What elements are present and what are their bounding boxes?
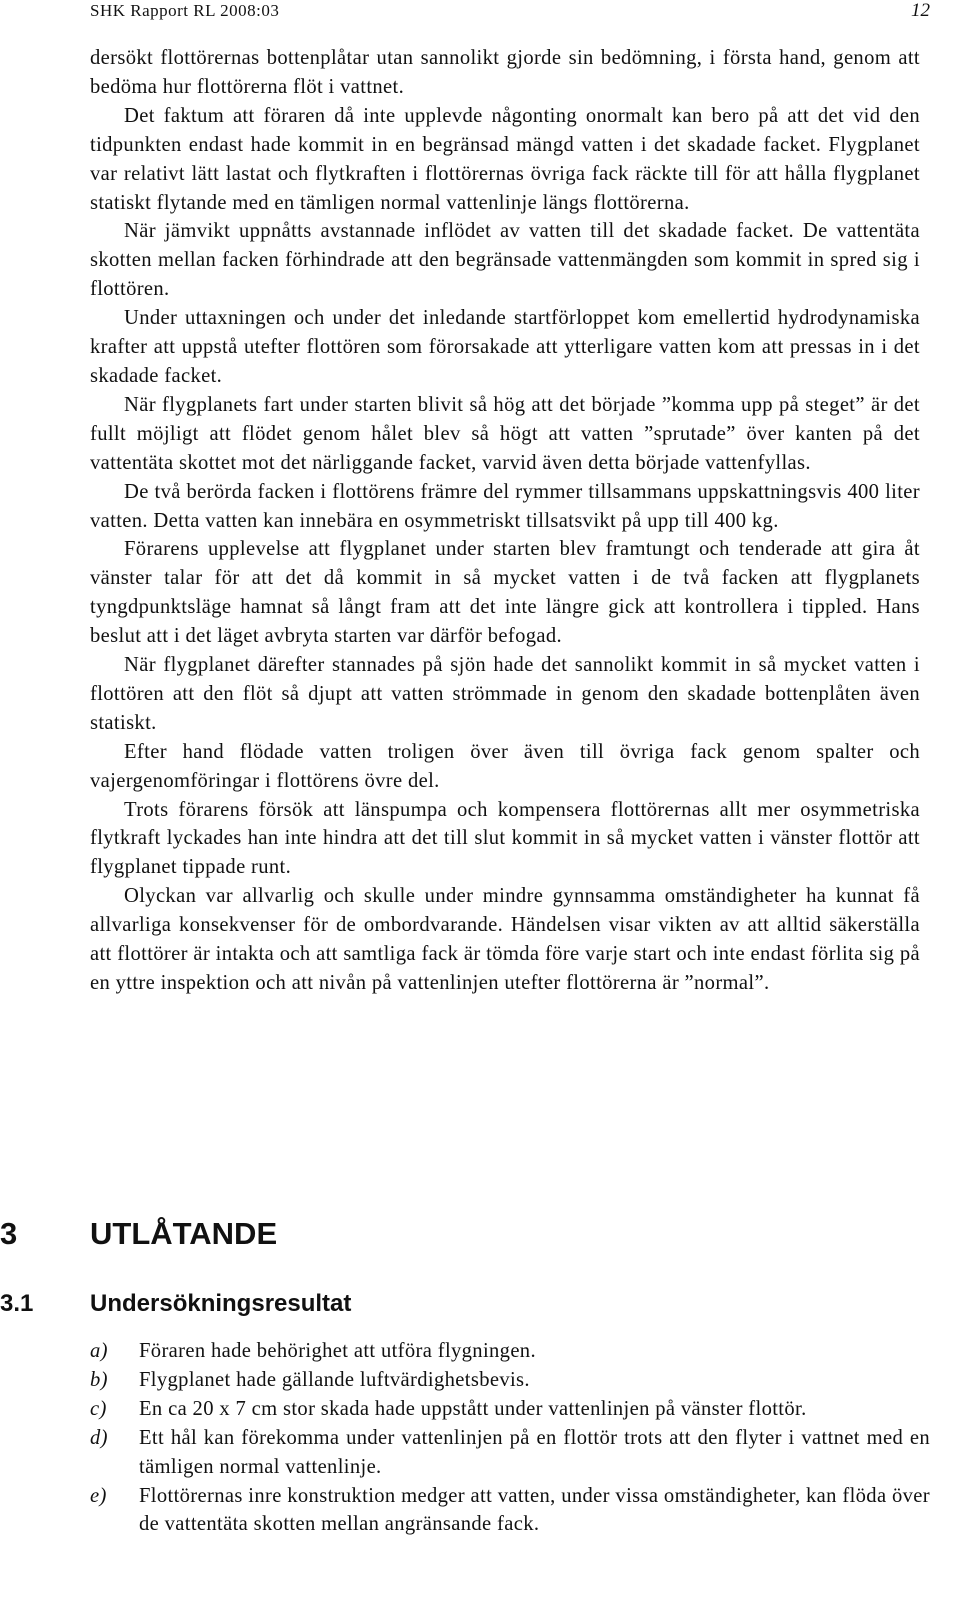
list-item-text: En ca 20 x 7 cm stor skada hade uppstått under vattenlinjen på vänster flottör. bbox=[139, 1397, 807, 1420]
findings-list bbox=[90, 1337, 930, 1539]
paragraph: Förarens upplevelse att flygplanet under starten blev framtungt och tenderade att gira åt vänster talar för att det då kommit in så mycket vatten i de två facken att flygplanets tyngdpunktsläge hamnat så långt fram att det inte längre gick att kontrollera i tippled. Hans beslut att i det läget avbryta starten var därför befogad. bbox=[90, 538, 920, 648]
page-number: 12 bbox=[911, 0, 930, 21]
subsection-number: 3.1 bbox=[0, 1290, 34, 1317]
list-marker: e) bbox=[90, 1484, 107, 1507]
list-item-text: Flottörernas inre konstruktion medger att vatten, under vissa omständigheter, kan flöda över de vattentäta skotten mellan angränsande fack. bbox=[139, 1484, 930, 1536]
paragraph: dersökt flottörernas bottenplåtar utan sannolikt gjorde sin bedömning, i första hand, genom att bedöma hur flottörerna flöt i vattnet. bbox=[90, 47, 920, 98]
paragraph: Under uttaxningen och under det inledande startförloppet kom emellertid hydrodynamiska krafter att uppstå utefter flottören som förorsakade att ytterligare vatten kom att pressas in i det skadade facket. bbox=[90, 307, 920, 387]
body-text bbox=[90, 44, 920, 998]
list-marker: d) bbox=[90, 1426, 108, 1449]
list-item bbox=[90, 1337, 930, 1366]
list-item bbox=[90, 1366, 930, 1395]
paragraph: När jämvikt uppnåtts avstannade inflödet av vatten till det skadade facket. De vattentäta skotten mellan facken förhindrade att den begränsade vattenmängden som kommit in spred sig i flottören. bbox=[90, 220, 920, 301]
list-item-text: Föraren hade behörighet att utföra flygningen. bbox=[139, 1340, 536, 1362]
list-item bbox=[90, 1482, 930, 1540]
paragraph: När flygplanet därefter stannades på sjön hade det sannolikt kommit in så mycket vatten i flottören att den flöt så djupt att vatten strömmade in genom den skadade bottenplåten även statiskt. bbox=[90, 654, 920, 734]
list-marker: a) bbox=[90, 1340, 108, 1362]
list-item-text: Ett hål kan förekomma under vattenlinjen på en flottör trots att den flyter i vattnet med en tämligen normal vattenlinje. bbox=[139, 1426, 930, 1478]
list-item-text: Flygplanet hade gällande luftvärdighetsbevis. bbox=[139, 1368, 530, 1391]
list-marker: c) bbox=[90, 1397, 107, 1420]
paragraph: Trots förarens försök att länspumpa och kompensera flottörernas allt mer osymmetriska flytkraft lyckades han inte hindra att det till slut kommit in så mycket vatten i vänster flottör att flygplanet tippade runt. bbox=[90, 798, 920, 879]
paragraph: Olyckan var allvarlig och skulle under mindre gynnsamma omständigheter ha kunnat få allvarliga konsekvenser för de ombordvarande. Händelsen visar vikten av att alltid säkerställa att flottörer är intakta och att samtliga fack är tömda före varje start och inte endast förlita sig på en yttre inspektion och att nivån på vattenlinjen utefter flottörerna är ”normal”. bbox=[90, 885, 920, 994]
section-number: 3 bbox=[0, 1216, 18, 1251]
list-item bbox=[90, 1424, 930, 1482]
paragraph: Det faktum att föraren då inte upplevde någonting onormalt kan bero på att det vid den tidpunkten endast hade kommit in en begränsad mängd vatten i det skadade facket. Flygplanet var relativt lätt lastat och flytkraften i flottörernas övriga fack räckte till för att hålla flygplanet statiskt flytande med en tämligen normal vattenlinje längs flottörerna. bbox=[90, 104, 920, 214]
paragraph: Efter hand flödade vatten troligen över även till övriga fack genom spalter och vajergenomföringar i flottörens övre del. bbox=[90, 740, 920, 792]
paragraph: De två berörda facken i flottörens främre del rymmer tillsammans uppskattningsvis 400 liter vatten. Detta vatten kan innebära en osymmetriskt tillsatsvikt på upp till 400 kg. bbox=[90, 480, 920, 532]
paragraph: När flygplanets fart under starten blivit så hög att det började ”komma upp på steget” är det fullt möjligt att flödet genom hålet blev så högt att vatten ”sprutade” över kanten på det vattentäta skottet mot det närliggande facket, varvid även detta började vattenfyllas. bbox=[90, 393, 920, 474]
list-item bbox=[90, 1395, 930, 1424]
subsection-title: Undersökningsresultat bbox=[90, 1290, 352, 1317]
section-title: UTLÅTANDE bbox=[90, 1216, 278, 1251]
list-marker: b) bbox=[90, 1368, 108, 1391]
report-id: SHK Rapport RL 2008:03 bbox=[90, 1, 280, 20]
